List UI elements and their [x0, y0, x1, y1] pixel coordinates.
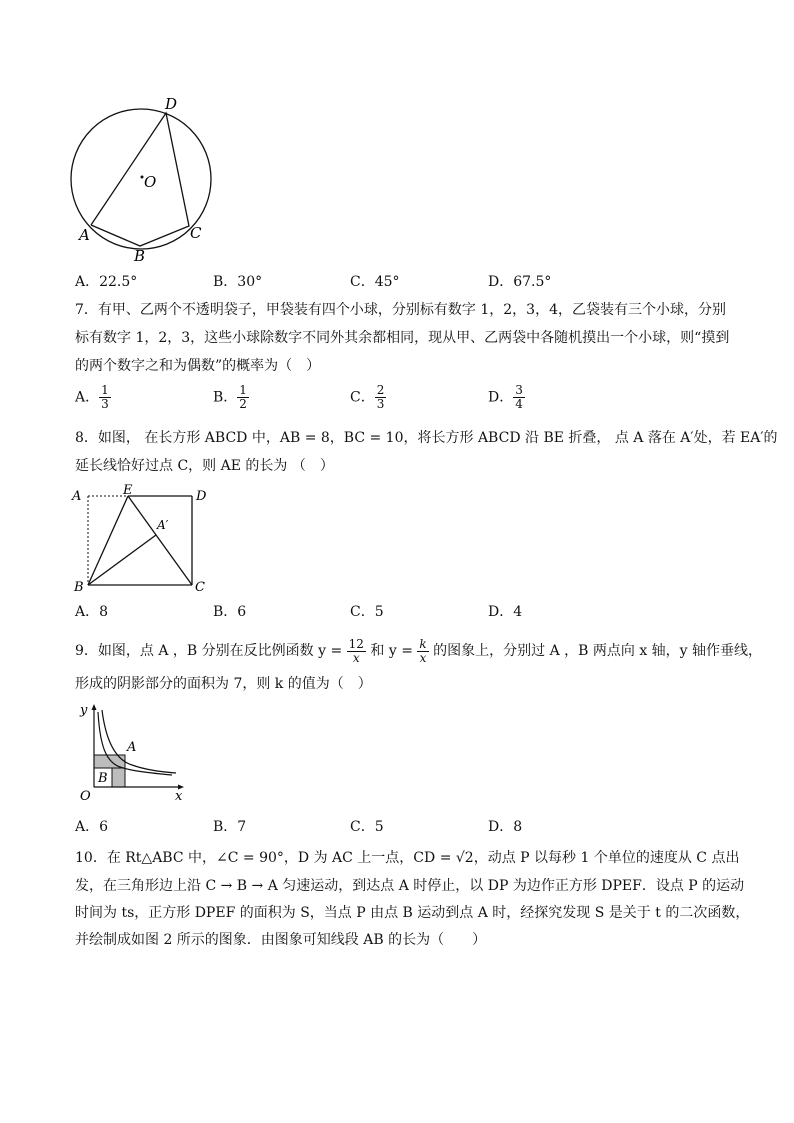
label-x: x [175, 789, 183, 804]
q7-line-3: 的两个数字之和为偶数”的概率为（ ） [75, 358, 321, 374]
label-y: y [80, 703, 88, 718]
q10-line-1: 10．在 Rt△ABC 中，∠C = 90°，D 为 AC 上一点，CD = √2，动点 P 以每秒 1 个单位的速度从 C 点出 [75, 850, 740, 866]
q8-option-d[interactable]: D．4 [488, 604, 523, 620]
q7-option-b-num: 1 [239, 383, 247, 397]
q8-option-a[interactable]: A．8 [75, 604, 109, 620]
q7-line-2: 标有数字 1，2，3，这些小球除数字不同外其余都相同，现从甲、乙两袋中各随机摸出一个小球，则“摸到 [75, 330, 730, 346]
q9-option-d[interactable]: D．8 [488, 819, 523, 835]
line-ba1 [88, 535, 156, 585]
q7-option-a-letter: A． [75, 389, 100, 406]
q8-rectangle-figure [64, 484, 214, 596]
q7-option-b[interactable] [213, 384, 249, 411]
q9-line-1-pre: 9．如图，点 A ，B 分别在反比例函数 y = [75, 643, 343, 659]
label-c: C [195, 580, 205, 595]
q7-option-d-den: 4 [515, 397, 523, 411]
label-b: B [74, 580, 84, 595]
label-a: A [79, 226, 90, 244]
q7-option-a-num: 1 [101, 383, 109, 397]
q8-line-2: 延长线恰好过点 C，则 AE 的长为 （ ） [75, 458, 334, 474]
q7-option-a-den: 3 [101, 397, 109, 411]
q8-line-1: 8．如图， 在长方形 ABCD 中，AB = 8，BC = 10，将长方形 ABCD 沿 BE 折叠， 点 A 落在 A′处，若 EA′的 [75, 430, 778, 446]
label-a-prime: A′ [157, 518, 169, 532]
q9-line-1 [75, 636, 762, 666]
q9-hyperbola-figure [72, 700, 188, 806]
label-d: D [196, 489, 207, 504]
q9-line-1-mid: 和 y = [370, 643, 413, 659]
shaded-rect-right [112, 768, 125, 787]
fold-be [88, 496, 128, 585]
q9-frac1-den: x [352, 650, 360, 665]
line-ec [128, 496, 192, 585]
q6-option-d[interactable]: D．67.5° [488, 274, 552, 290]
q7-option-c-num: 2 [376, 383, 385, 397]
q9-line-1-post: 的图象上，分别过 A ，B 两点向 x 轴，y 轴作垂线， [433, 643, 763, 659]
q8-option-c[interactable]: C．5 [350, 604, 384, 620]
q9-option-b[interactable]: B．7 [213, 819, 247, 835]
q7-option-a[interactable] [75, 384, 111, 411]
label-b: B [98, 771, 108, 786]
q9-frac1-num: 12 [348, 636, 364, 651]
label-d: D [165, 95, 178, 113]
label-o: O [144, 173, 157, 191]
q9-option-c[interactable]: C．5 [350, 819, 384, 835]
label-b: B [134, 247, 146, 265]
chord-polygon [91, 113, 189, 246]
q7-option-c-letter: C． [350, 389, 375, 406]
label-a: A [72, 489, 82, 504]
q6-option-c[interactable]: C．45° [350, 274, 400, 290]
q9-option-a[interactable]: A．6 [75, 819, 109, 835]
q6-circle-figure [64, 94, 224, 266]
q10-line-2: 发，在三角形边上沿 C → B → A 匀速运动，到达点 A 时停止，以 DP 为边作正方形 DPEF．设点 P 的运动 [75, 878, 745, 894]
q7-option-d-num: 3 [515, 383, 523, 397]
q7-option-d[interactable] [488, 384, 525, 411]
q9-frac2-num: k [419, 636, 427, 651]
q8-option-b[interactable]: B．6 [213, 604, 247, 620]
q7-option-c-den: 3 [376, 397, 385, 411]
q7-option-c[interactable] [350, 384, 386, 411]
q9-line-2: 形成的阴影部分的面积为 7，则 k 的值为（ ） [75, 676, 372, 692]
q6-option-a[interactable]: A．22.5° [75, 274, 138, 290]
y-axis-arrow [92, 704, 97, 710]
label-e: E [123, 484, 133, 498]
q7-option-d-letter: D． [488, 389, 514, 406]
shaded-rect-top [94, 755, 125, 768]
q10-line-4: 并绘制成如图 2 所示的图象．由图象可知线段 AB 的长为（ ） [75, 932, 487, 948]
q7-option-b-den: 2 [239, 397, 247, 411]
label-c: C [190, 224, 202, 242]
label-o: O [80, 789, 91, 804]
q9-frac2-den: x [419, 650, 427, 665]
q6-option-b[interactable]: B．30° [213, 274, 263, 290]
q7-line-1: 7．有甲、乙两个不透明袋子，甲袋装有四个小球，分别标有数字 1，2，3，4，乙袋装有三个小球，分别 [75, 302, 726, 318]
q7-option-b-letter: B． [213, 389, 238, 406]
q10-line-3: 时间为 ts，正方形 DPEF 的面积为 S，当点 P 由点 B 运动到点 A 时，经探究发现 S 是关于 t 的二次函数， [75, 905, 750, 921]
label-a: A [127, 740, 137, 755]
